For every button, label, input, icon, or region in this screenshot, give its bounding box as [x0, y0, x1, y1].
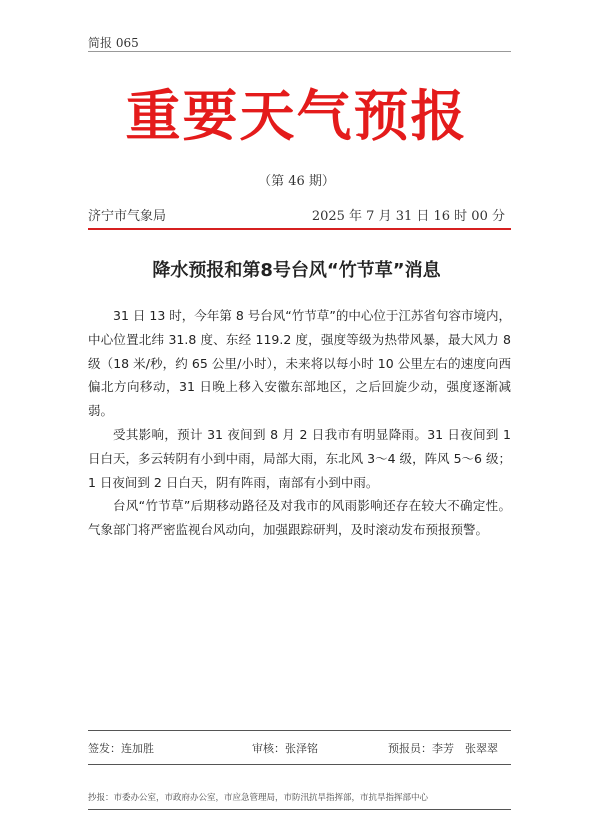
- issue-number: （第 46 期）: [258, 174, 335, 189]
- reviewer: 审核：张泽铭: [252, 742, 318, 755]
- signer: 签发：连加胜: [88, 742, 154, 755]
- article-body: [88, 304, 511, 542]
- article-headline: 降水预报和第8号台风“竹节草”消息: [152, 260, 441, 281]
- issuing-bureau: 济宁市气象局: [88, 209, 167, 224]
- paragraph: 台风“竹节草”后期移动路径及对我市的风雨影响还存在较大不确定性。气象部门将严密监视台风动向，加强跟踪研判，及时滚动发布预报预警。: [88, 498, 511, 538]
- paragraph: 受其影响，预计 31 夜间到 8 月 2 日我市有明显降雨。31 日夜间到 1 日白天，多云转阴有小到中雨，局部大雨，东北风 3～4 级，阵风 5～6 级；1 日夜间到 2 日白天，阴有阵雨，南部有小到中雨。: [88, 426, 511, 490]
- footer-divider-top: [88, 730, 511, 731]
- document-number: 简报 065: [88, 36, 139, 50]
- issue-time: 2025 年 7 月 31 日 16 时 00 分: [311, 209, 505, 224]
- page-title: 重要天气预报: [125, 83, 468, 148]
- distribution-list: 抄报：市委办公室，市政府办公室，市应急管理局，市防汛抗旱指挥部，市抗旱指挥部中心: [88, 793, 429, 803]
- footer-divider-bottom: [88, 809, 511, 810]
- red-header-divider: [88, 228, 511, 230]
- top-divider: [88, 51, 511, 52]
- forecasters: 预报员：李芳 张翠翠: [388, 742, 498, 755]
- paragraph: 31 日 13 时，今年第 8 号台风“竹节草”的中心位于江苏省句容市境内，中心位置北纬 31.8 度、东经 119.2 度，强度等级为热带风暴，最大风力 8 级（18 米/秒，约 65 公里/小时），未来将以每小时 10 公里左右的速度向西偏北方向移动，31 日晚上移入安徽东部地区，之后回旋少动，强度逐渐减弱。: [88, 308, 511, 419]
- footer-divider-middle: [88, 764, 511, 765]
